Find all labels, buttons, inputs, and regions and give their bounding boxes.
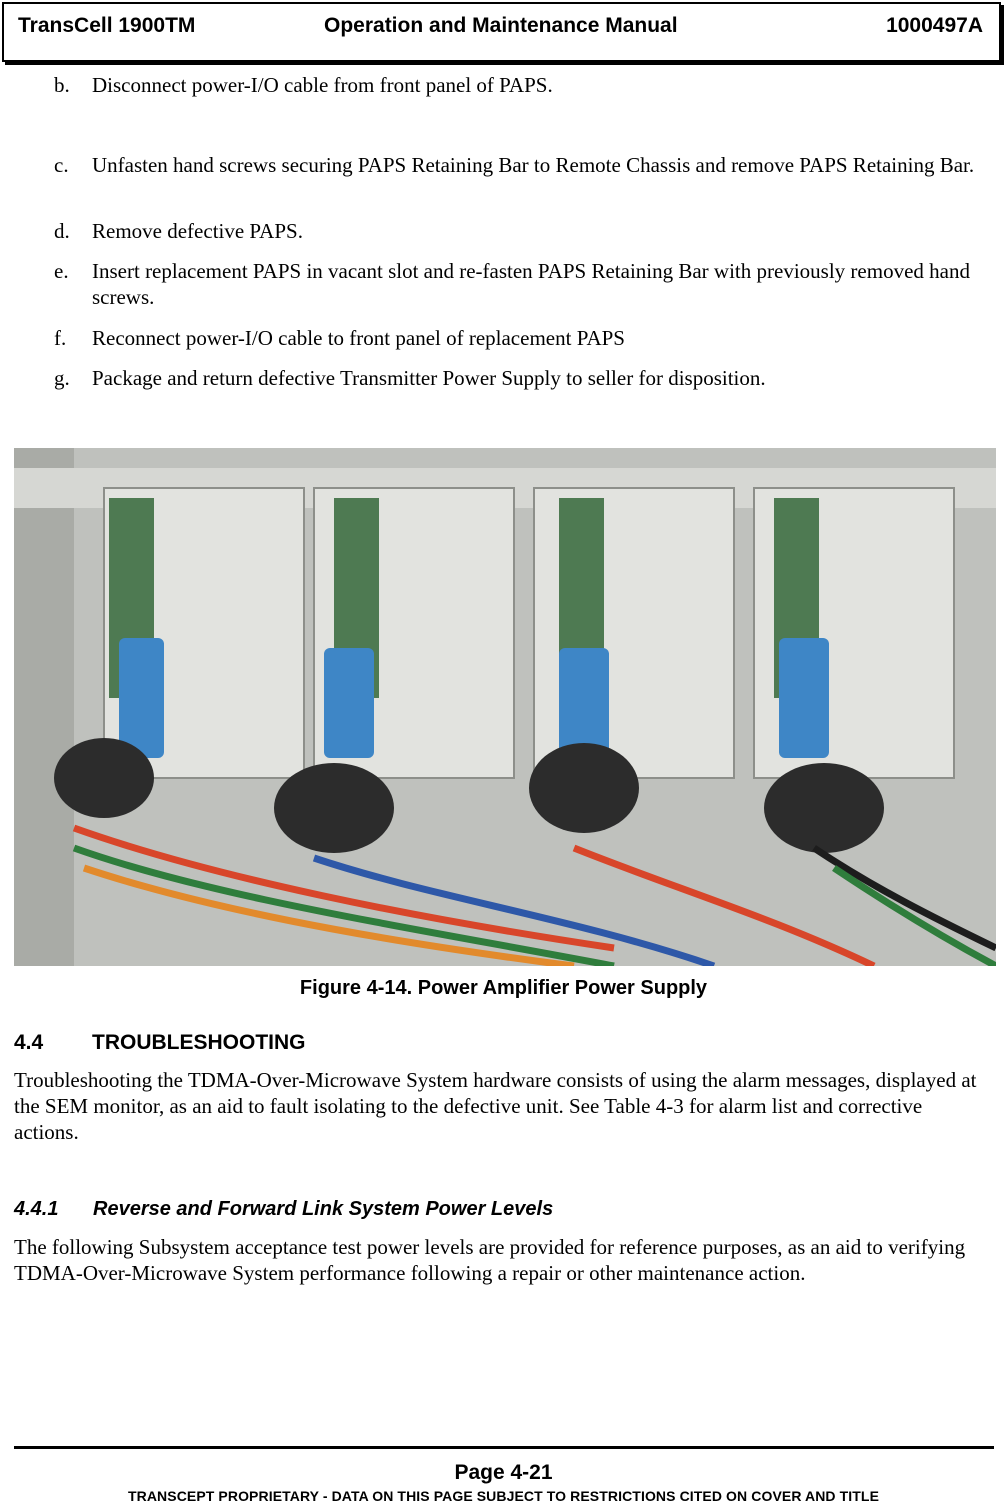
step-label: f.	[54, 326, 67, 350]
page-number: Page 4-21	[454, 1461, 553, 1484]
page-header	[2, 2, 1001, 62]
step-label: c.	[54, 153, 69, 177]
subsection-body: The following Subsystem acceptance test power levels are provided for reference purposes, as an aid to verifying TDMA-Over-Microwave System performance following a repair or other maintenance action.	[14, 1235, 966, 1285]
step-b	[54, 72, 984, 98]
section-number: 4.4	[14, 1031, 44, 1054]
step-f	[54, 325, 984, 351]
figure-caption: Figure 4-14. Power Amplifier Power Supply	[299, 977, 708, 999]
header-doc-number: 1000497A	[886, 14, 983, 37]
step-e	[54, 258, 984, 310]
step-text: Insert replacement PAPS in vacant slot and re-fasten PAPS Retaining Bar with previously removed hand screws.	[92, 259, 970, 309]
step-text: Unfasten hand screws securing PAPS Retaining Bar to Remote Chassis and remove PAPS Retaining Bar.	[92, 153, 975, 177]
step-text: Disconnect power-I/O cable from front panel of PAPS.	[92, 73, 553, 97]
step-text: Package and return defective Transmitter Power Supply to seller for disposition.	[92, 366, 766, 390]
step-text: Reconnect power-I/O cable to front panel of replacement PAPS	[92, 326, 625, 350]
header-manual-title: Operation and Maintenance Manual	[324, 14, 678, 37]
step-label: e.	[54, 259, 69, 283]
proprietary-notice: TRANSCEPT PROPRIETARY - DATA ON THIS PAGE SUBJECT TO RESTRICTIONS CITED ON COVER AND TITLE	[127, 1488, 880, 1504]
step-label: g.	[54, 366, 70, 390]
footer-divider	[14, 1446, 994, 1449]
step-d	[54, 218, 984, 244]
step-text: Remove defective PAPS.	[92, 219, 303, 243]
section-heading	[14, 1031, 306, 1055]
step-c	[54, 152, 984, 178]
step-label: d.	[54, 219, 70, 243]
power-supply-photo-illustration	[14, 448, 996, 966]
subsection-title: Reverse and Forward Link System Power Levels	[93, 1198, 554, 1220]
step-g	[54, 365, 984, 391]
section-body: Troubleshooting the TDMA-Over-Microwave System hardware consists of using the alarm messages, displayed at the SEM monitor, as an aid to fault isolating to the defective unit. See Table 4-3 for alarm list and corrective actions.	[14, 1068, 977, 1144]
subsection-heading	[14, 1198, 553, 1221]
figure-photo	[14, 448, 996, 966]
subsection-number: 4.4.1	[14, 1198, 59, 1220]
header-product: TransCell 1900TM	[18, 14, 196, 37]
step-label: b.	[54, 73, 70, 97]
section-title: TROUBLESHOOTING	[92, 1031, 306, 1054]
